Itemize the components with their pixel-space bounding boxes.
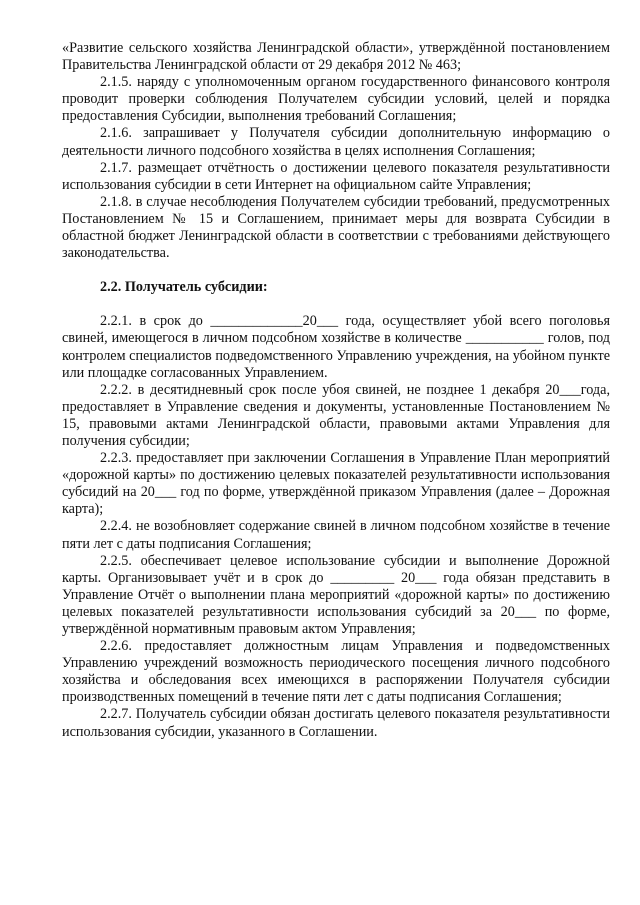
paragraph-2-1-5: 2.1.5. наряду с уполномоченным органом государственного финансового контроля проводит проверки соблюдения Получателем субсидии условий, целей и порядка предоставления Субсидии, выполнения требований Соглашения; xyxy=(62,74,610,125)
paragraph-2-2-4: 2.2.4. не возобновляет содержание свиней в личном подсобном хозяйстве в течение пяти лет с даты подписания Соглашения; xyxy=(62,518,610,552)
paragraph-2-2-3: 2.2.3. предоставляет при заключении Соглашения в Управление План мероприятий «дорожной карты» по достижению целевых показателей результативности использования субсидий на 20___ год по форме, утверждённой приказом Управления (далее – Дорожная карта); xyxy=(62,450,610,518)
paragraph-2-1-8: 2.1.8. в случае несоблюдения Получателем субсидии требований, предусмотренных Постановлением № 15 и Соглашением, принимает меры для возврата Субсидии в областной бюджет Ленинградской области в соответствии с требованиями действующего законодательства. xyxy=(62,193,610,262)
section-heading: 2.2. Получатель субсидии: xyxy=(100,279,268,296)
document-page xyxy=(62,40,610,741)
paragraph-2-2-7: 2.2.7. Получатель субсидии обязан достигать целевого показателя результативности использования субсидии, указанного в Соглашении. xyxy=(62,706,610,740)
paragraph-2-1-7: 2.1.7. размещает отчётность о достижении целевого показателя результативности использования субсидии в сети Интернет на официальном сайте Управления; xyxy=(62,159,610,193)
paragraph-continuation: «Развитие сельского хозяйства Ленинградской области», утверждённой постановлением Правительства Ленинградской области от 29 декабря 2012 № 463; xyxy=(62,40,610,74)
paragraph-2-2-5: 2.2.5. обеспечивает целевое использование субсидии и выполнение Дорожной карты. Организовывает учёт и в срок до _________ 20___ года обязан представить в Управление Отчёт о выполнении плана мероприятий «дорожной карты» по достижению целевых показателей результативности использования субсидий за 20___ по форме, утверждённой нормативным правовым актом Управления; xyxy=(62,552,610,637)
paragraph-2-2-1: 2.2.1. в срок до _____________20___ года, осуществляет убой всего поголовья свиней, имеющегося в личном подсобном хозяйстве в количестве ___________ голов, под контролем специалистов подведомственного Управлению учреждения, на убойном пункте или площадке согласованных Управлением. xyxy=(62,313,610,381)
paragraph-2-1-6: 2.1.6. запрашивает у Получателя субсидии дополнительную информацию о деятельности личного подсобного хозяйства в целях исполнения Соглашения; xyxy=(62,125,610,159)
paragraph-2-2-6: 2.2.6. предоставляет должностным лицам Управления и подведомственных Управлению учреждений возможность периодического посещения личного подсобного хозяйства и обследования всех имеющихся в распоряжении Получателя субсидии производственных помещений в течение пяти лет с даты подписания Соглашения; xyxy=(62,638,610,706)
paragraph-2-2-2: 2.2.2. в десятидневный срок после убоя свиней, не позднее 1 декабря 20___года, предоставляет в Управление сведения и документы, установленные Постановлением № 15, правовыми актами Ленинградской области, правовыми актами Управления для получения субсидии; xyxy=(62,381,610,449)
